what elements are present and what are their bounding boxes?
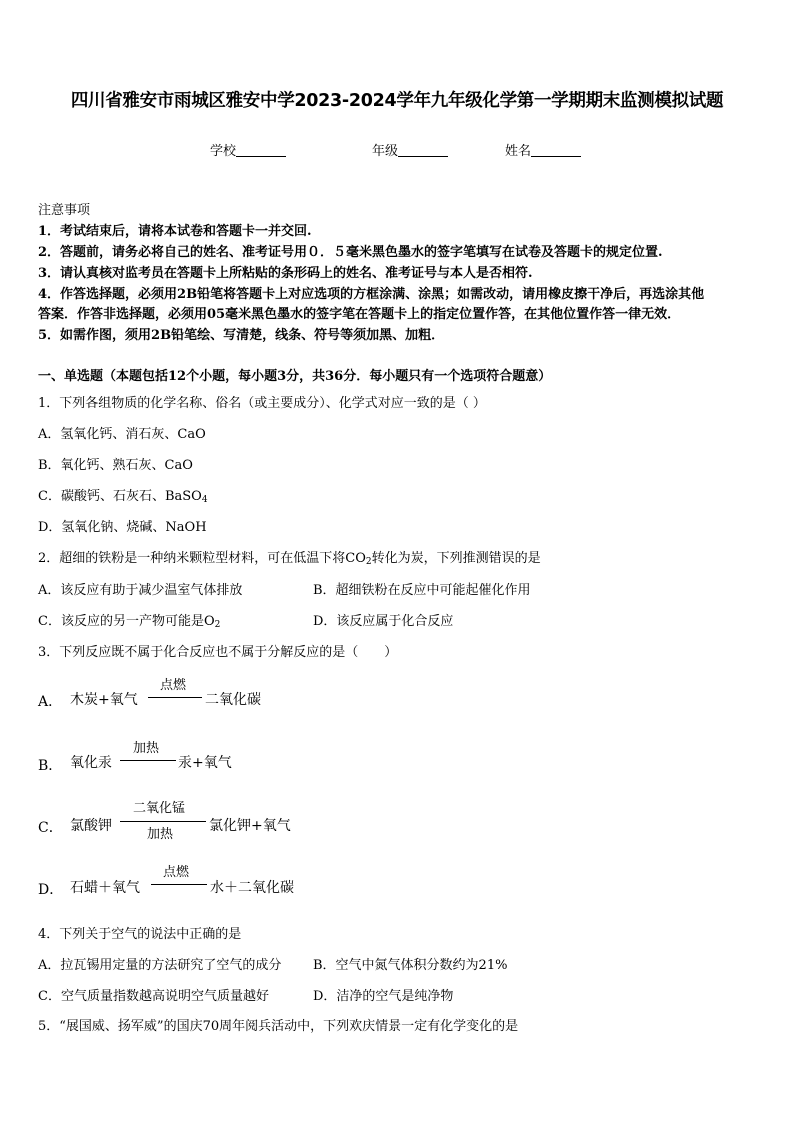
note-item-2: 2．答题前，请务必将自己的姓名、准考证号用０．５毫米黑色墨水的签字笔填写在试卷及答题卡的规定位置. xyxy=(38,245,663,260)
name-field xyxy=(505,140,581,159)
q3-option-a-label: A． xyxy=(38,694,63,710)
q3-option-d-label: D． xyxy=(38,882,64,898)
grade-field xyxy=(372,140,448,159)
q3-option-b-products: 汞+氧气 xyxy=(178,755,232,771)
notes-heading: 注意事项 xyxy=(38,203,91,218)
q4-option-c: C．空气质量指数越高说明空气质量越好 xyxy=(38,989,269,1004)
q3-option-c-condition-bottom: 加热 xyxy=(147,827,174,842)
q2-option-d: D．该反应属于化合反应 xyxy=(313,614,454,629)
q3-option-d-reactants: 石蜡＋氧气 xyxy=(70,880,140,896)
question-3-stem: 3．下列反应既不属于化合反应也不属于分解反应的是（ ） xyxy=(38,645,398,660)
q1-option-b: B．氧化钙、熟石灰、CaO xyxy=(38,458,193,473)
name-label: 姓名 xyxy=(505,144,532,159)
q2-option-c-text: C．该反应的另一产物可能是O xyxy=(38,614,215,629)
note-item-4-cont: 答案．作答非选择题，必须用05毫米黑色墨水的签字笔在答题卡上的指定位置作答，在其他位置作答一律无效． xyxy=(38,307,681,322)
q4-option-d: D．洁净的空气是纯净物 xyxy=(313,989,454,1004)
q3-option-d-products: 水＋二氧化碳 xyxy=(210,880,294,896)
q4-option-a: A．拉瓦锡用定量的方法研究了空气的成分 xyxy=(38,958,282,973)
note-item-3: 3．请认真核对监考员在答题卡上所粘贴的条形码上的姓名、准考证号与本人是否相符. xyxy=(38,266,533,281)
q3-option-a-reactants: 木炭+氧气 xyxy=(70,692,138,708)
q4-option-b: B．空气中氮气体积分数约为21% xyxy=(313,958,508,973)
question-2-stem xyxy=(38,551,541,570)
q3-option-b-reactants: 氧化汞 xyxy=(70,755,112,771)
section-heading: 一、单选题（本题包括12个小题，每小题3分，共36分．每小题只有一个选项符合题意） xyxy=(38,369,552,384)
question-1-stem: 1．下列各组物质的化学名称、俗名（或主要成分）、化学式对应一致的是（ ） xyxy=(38,396,486,411)
question-5-stem: 5．“展国威、扬军威”的国庆70周年阅兵活动中，下列欢庆情景一定有化学变化的是 xyxy=(38,1019,519,1034)
q3-option-a-products: 二氧化碳 xyxy=(205,692,261,708)
q2-option-c-sub: 2 xyxy=(214,620,221,630)
q1-option-c xyxy=(38,489,208,508)
page-title: 四川省雅安市雨城区雅安中学2023-2024学年九年级化学第一学期期末监测模拟试题 xyxy=(70,91,724,111)
school-label: 学校 xyxy=(210,144,237,159)
question-4-stem: 4．下列关于空气的说法中正确的是 xyxy=(38,927,242,942)
q3-option-d-condition: 点燃 xyxy=(163,865,190,880)
q3-option-c-reaction-line xyxy=(120,821,206,822)
q3-option-b-label: B． xyxy=(38,758,63,774)
school-blank xyxy=(236,143,286,157)
q1-option-a: A．氢氧化钙、消石灰、CaO xyxy=(38,427,206,442)
grade-label: 年级 xyxy=(372,144,399,159)
q3-option-c-label: C． xyxy=(38,820,63,836)
q2-stem-sub: 2 xyxy=(365,557,372,567)
q3-option-c-reactants: 氯酸钾 xyxy=(70,818,112,834)
q1-option-d: D．氢氧化钠、烧碱、NaOH xyxy=(38,520,207,535)
grade-blank xyxy=(398,143,448,157)
note-item-5: 5．如需作图，须用2B铅笔绘、写清楚，线条、符号等须加黑、加粗． xyxy=(38,328,445,343)
q3-option-a-condition: 点燃 xyxy=(160,678,187,693)
school-field xyxy=(210,140,286,159)
q2-option-c xyxy=(38,614,220,633)
q3-option-c-products: 氯化钾+氧气 xyxy=(209,818,291,834)
q2-option-b: B．超细铁粉在反应中可能起催化作用 xyxy=(313,583,531,598)
note-item-1: 1．考试结束后，请将本试卷和答题卡一并交回. xyxy=(38,224,312,239)
q3-option-d-reaction-line xyxy=(151,884,207,885)
q1-option-c-text: C．碳酸钙、石灰石、BaSO xyxy=(38,489,202,504)
q1-option-c-sub: 4 xyxy=(201,495,208,505)
q2-stem-post: 转化为炭，下列推测错误的是 xyxy=(371,551,541,566)
q3-option-a-reaction-line xyxy=(148,697,202,698)
q3-option-c-condition-top: 二氧化锰 xyxy=(133,801,186,816)
name-blank xyxy=(531,143,581,157)
q2-option-a: A．该反应有助于减少温室气体排放 xyxy=(38,583,243,598)
q2-stem-pre: 2．超细的铁粉是一种纳米颗粒型材料，可在低温下将CO xyxy=(38,551,366,566)
q3-option-b-condition: 加热 xyxy=(133,741,160,756)
note-item-4: 4．作答选择题，必须用2B铅笔将答题卡上对应选项的方框涂满、涂黑；如需改动，请用橡皮擦干净后，再选涂其他 xyxy=(38,287,705,302)
q3-option-b-reaction-line xyxy=(120,760,176,761)
